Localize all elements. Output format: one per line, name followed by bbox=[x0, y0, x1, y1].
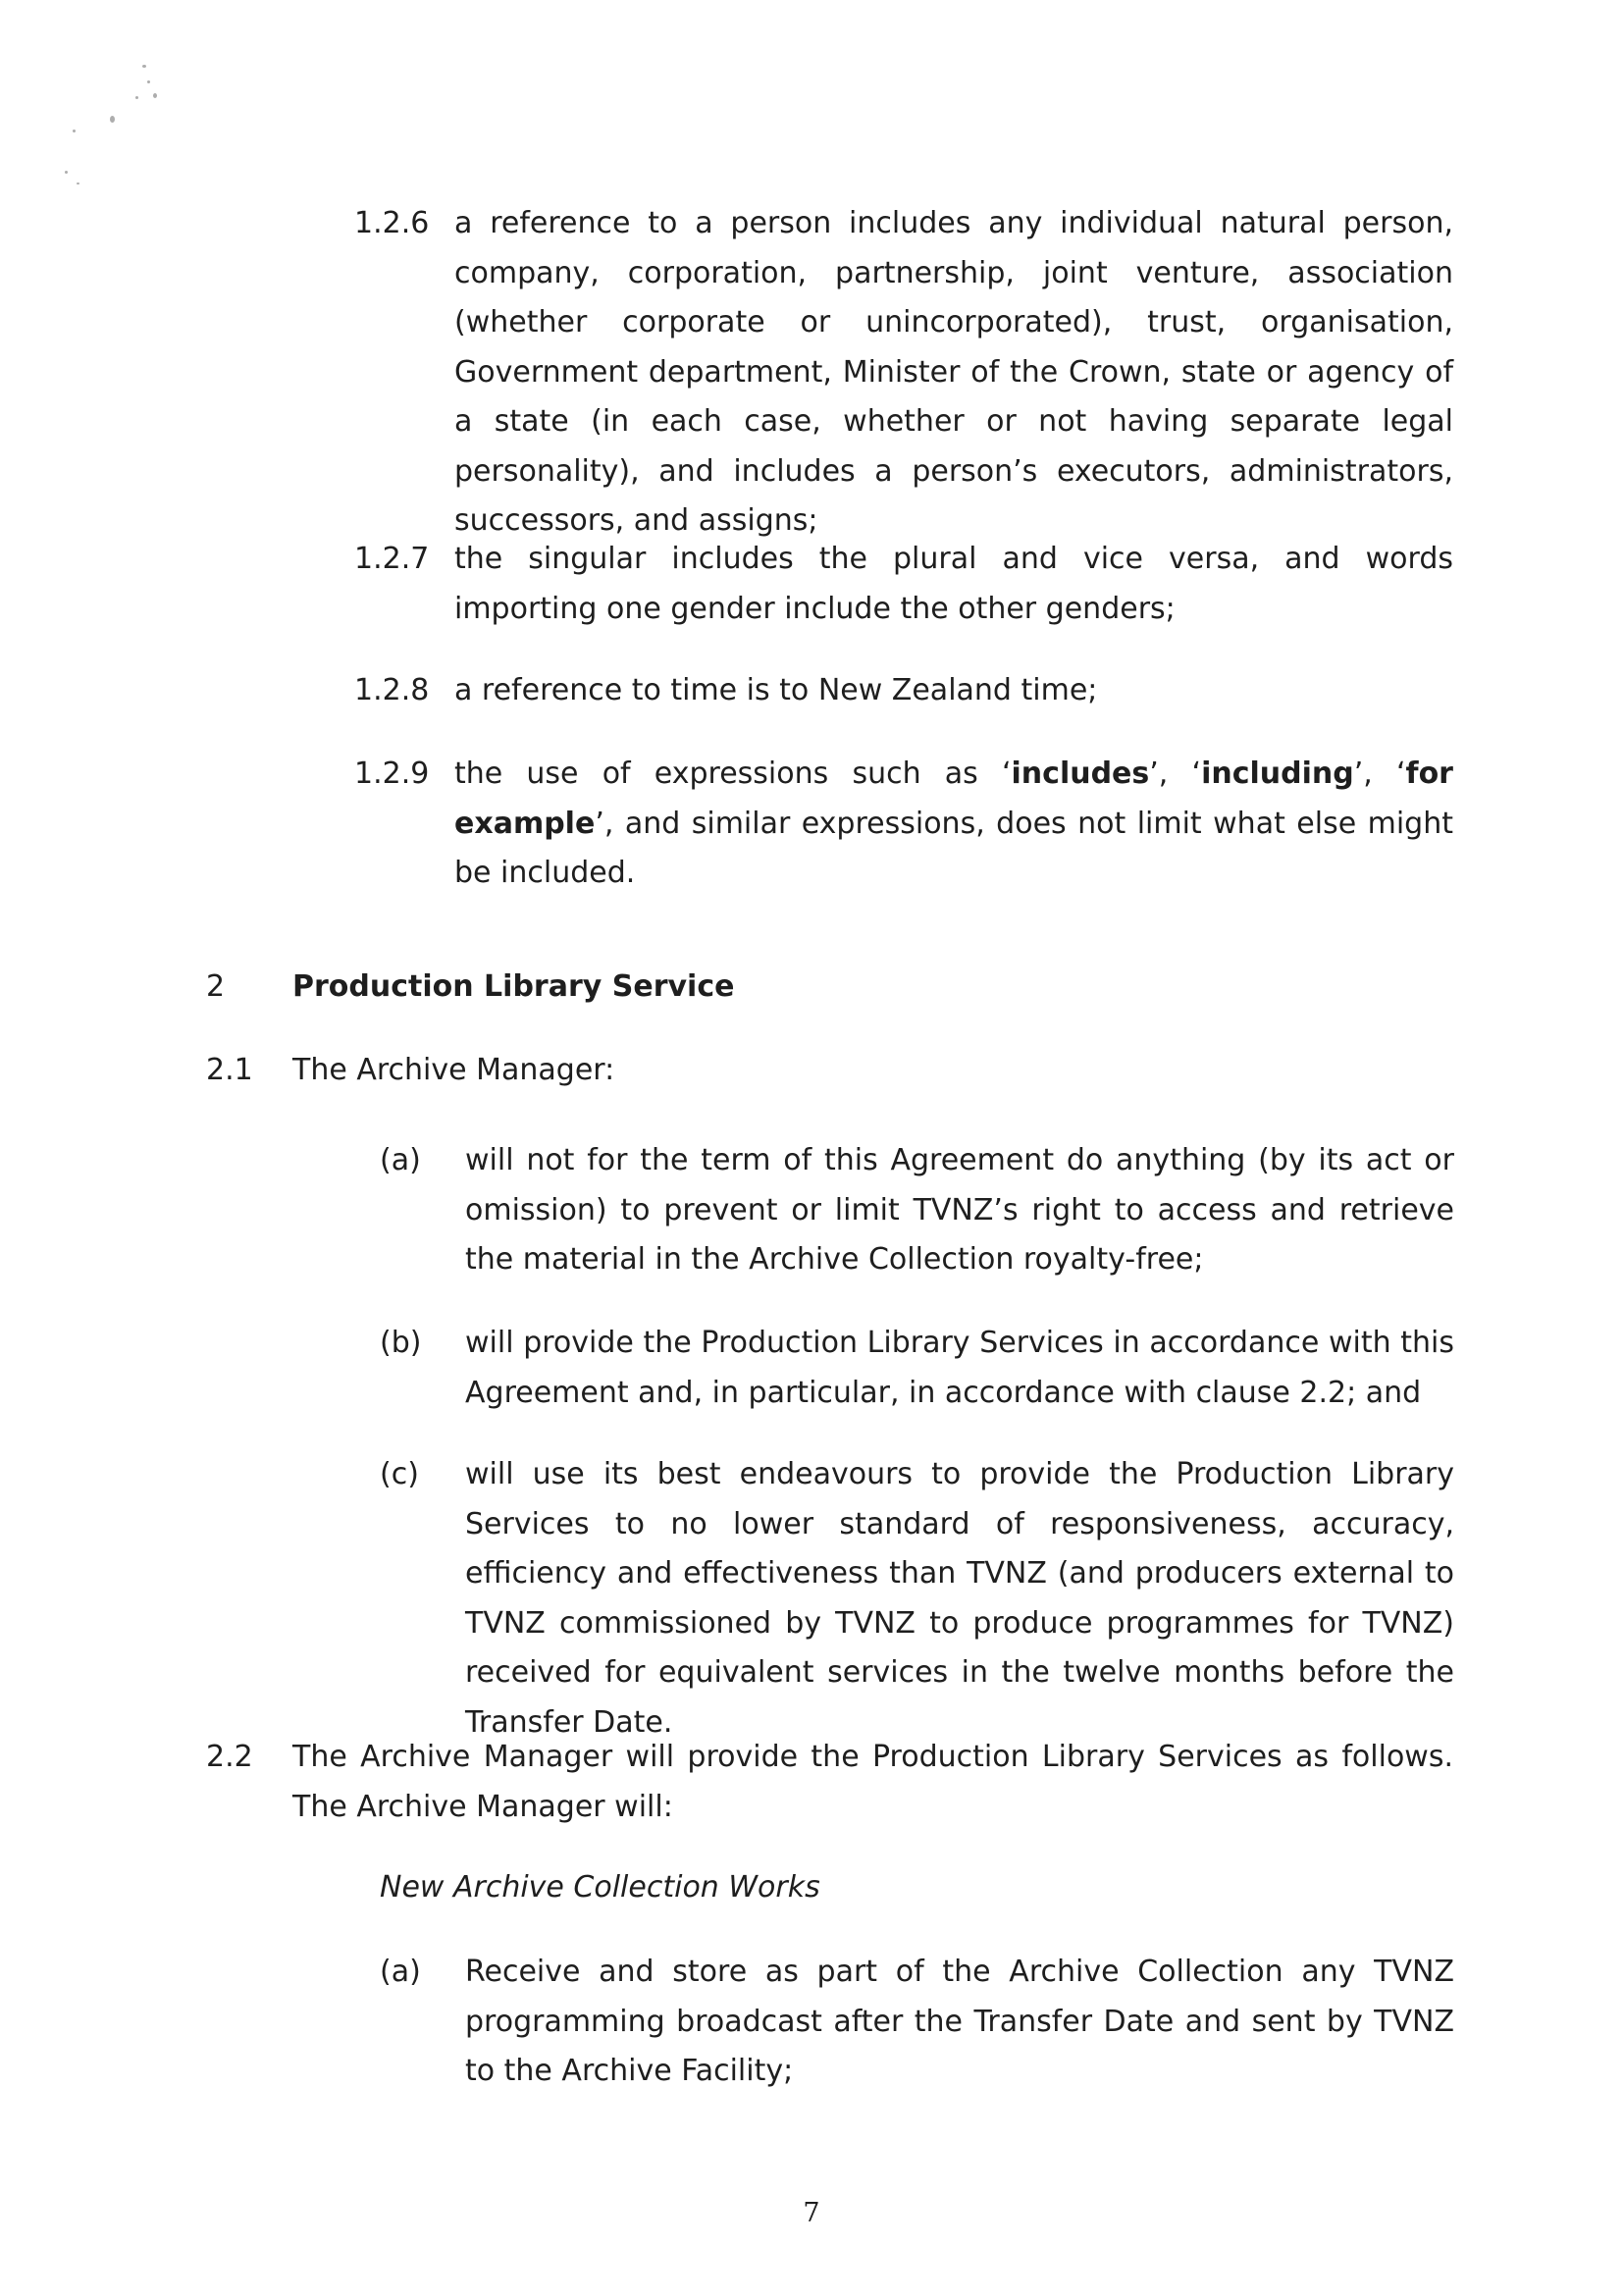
scan-speck bbox=[142, 65, 146, 68]
text-segment: ’, and similar expressions, does not limit what else might be included. bbox=[454, 806, 1453, 890]
clause-lead: The Archive Manager: bbox=[292, 1053, 615, 1087]
item-number: 1.2.9 bbox=[354, 757, 430, 791]
subsection-heading: New Archive Collection Works bbox=[380, 1870, 820, 1905]
item-number: 1.2.7 bbox=[354, 542, 430, 576]
scan-speck bbox=[110, 116, 115, 123]
defined-term: for example bbox=[454, 757, 1453, 841]
scan-speck bbox=[153, 93, 157, 98]
item-text: a reference to a person includes any individual natural person, company, corporation, partnership, joint venture, association (whether corporate or unincorporated), trust, organisation, Government department, Minister of the Crown, state or agency of a state (in each case, whether or not having separate legal personality), and includes a person’s executors, administrators, successors, and assigns; bbox=[454, 206, 1453, 538]
subitem-label: (a) bbox=[380, 1955, 421, 1989]
item-text bbox=[454, 750, 1453, 899]
subitem-text: will provide the Production Library Services in accordance with this Agreement and, in particular, in accordance with clause 2.2; and bbox=[465, 1326, 1454, 1410]
text-segment: ’, ‘ bbox=[1149, 757, 1202, 791]
defined-term: including bbox=[1201, 757, 1354, 791]
subitem-text: Receive and store as part of the Archive Collection any TVNZ programming broadcast after the Transfer Date and sent by TVNZ to the Archive Facility; bbox=[465, 1955, 1454, 2088]
page-number: 7 bbox=[803, 2198, 820, 2228]
section-title: Production Library Service bbox=[292, 969, 735, 1004]
text-segment: ’, ‘ bbox=[1353, 757, 1406, 791]
scan-speck bbox=[135, 96, 138, 99]
item-number: 1.2.6 bbox=[354, 206, 430, 240]
section-number: 2 bbox=[206, 969, 226, 1004]
subitem-label: (a) bbox=[380, 1143, 421, 1177]
subitem-text: will not for the term of this Agreement do anything (by its act or omission) to prevent or limit TVNZ’s right to access and retrieve the material in the Archive Collection royalty-free; bbox=[465, 1143, 1454, 1277]
scan-speck bbox=[147, 80, 150, 83]
item-text: a reference to time is to New Zealand time; bbox=[454, 673, 1098, 707]
item-text: the singular includes the plural and vice versa, and words importing one gender include the other genders; bbox=[454, 542, 1453, 626]
defined-term: includes bbox=[1011, 757, 1150, 791]
clause-number: 2.2 bbox=[206, 1740, 253, 1774]
clause-number: 2.1 bbox=[206, 1053, 253, 1087]
scan-speck bbox=[73, 130, 76, 132]
subitem-label: (b) bbox=[380, 1326, 422, 1360]
scan-speck bbox=[65, 171, 68, 174]
text-segment: the use of expressions such as ‘ bbox=[454, 757, 1012, 791]
subitem-text: will use its best endeavours to provide the Production Library Services to no lower standard of responsiveness, accuracy, efficiency and effectiveness than TVNZ (and producers external to TVNZ commissioned by TVNZ to produce programmes for TVNZ) received for equivalent services in the twelve months before the Transfer Date. bbox=[465, 1457, 1454, 1740]
scan-speck bbox=[77, 183, 79, 184]
subitem-label: (c) bbox=[380, 1457, 419, 1491]
item-number: 1.2.8 bbox=[354, 673, 430, 707]
clause-lead: The Archive Manager will provide the Production Library Services as follows. The Archive Manager will: bbox=[292, 1740, 1453, 1824]
